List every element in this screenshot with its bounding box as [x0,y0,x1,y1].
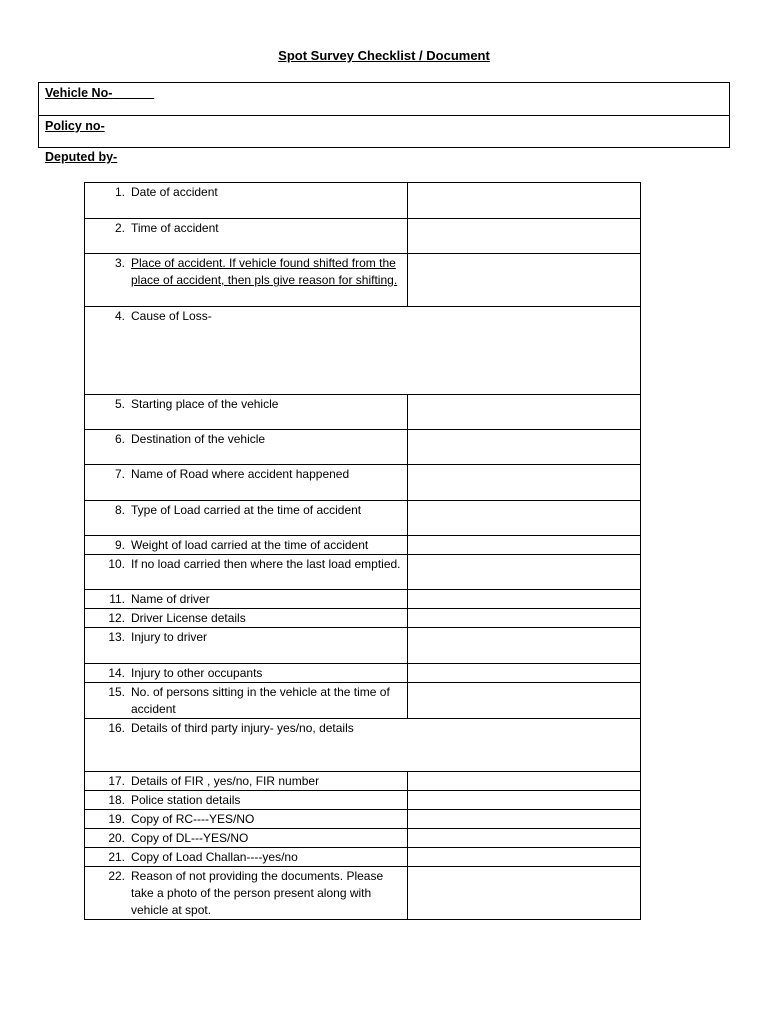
answer-cell[interactable] [408,664,641,683]
checklist-row-17 [85,772,641,791]
page-title: Spot Survey Checklist / Document [278,48,490,63]
question-cell [85,867,408,920]
checklist-table [84,182,641,920]
checklist-row-2 [85,219,641,254]
question-cell [85,848,408,867]
item-text: Injury to driver [131,630,208,644]
item-text: Place of accident. If vehicle found shifted from the place of accident, then pls give reason for shifting. [131,256,398,287]
question-cell-wide[interactable] [85,307,641,395]
item-number: 14. [108,666,125,680]
question-cell [85,590,408,609]
question-cell-wide[interactable] [85,719,641,772]
checklist-row-12 [85,609,641,628]
item-number: 10. [108,557,125,571]
deputed-by-label: Deputed by- [45,150,118,164]
checklist-row-1 [85,183,641,219]
vehicle-no-blank: ______ [112,86,155,100]
vehicle-no-row [39,83,729,115]
checklist-row-7 [85,465,641,501]
answer-cell[interactable] [408,810,641,829]
checklist-row-4 [85,307,641,395]
answer-cell[interactable] [408,430,641,465]
question-cell [85,609,408,628]
answer-cell[interactable] [408,501,641,536]
question-cell [85,664,408,683]
item-text: If no load carried then where the last load emptied. [131,557,401,571]
answer-cell[interactable] [408,555,641,590]
checklist-row-22 [85,867,641,920]
item-number: 13. [108,630,125,644]
question-cell [85,430,408,465]
answer-cell[interactable] [408,183,641,219]
question-cell [85,501,408,536]
question-cell [85,791,408,810]
item-text: Weight of load carried at the time of accident [131,538,369,552]
checklist-row-3 [85,254,641,307]
item-number: 19. [108,812,125,826]
checklist-row-20 [85,829,641,848]
question-cell [85,219,408,254]
checklist-row-5 [85,395,641,430]
item-number: 3. [114,256,125,270]
item-text: Cause of Loss- [131,309,212,323]
question-cell [85,395,408,430]
item-text: Details of third party injury- yes/no, details [131,721,354,735]
question-cell [85,254,408,307]
vehicle-no-label: Vehicle No-______ [45,86,155,100]
answer-cell[interactable] [408,848,641,867]
checklist-row-8 [85,501,641,536]
item-text: Name of driver [131,592,210,606]
checklist-row-6 [85,430,641,465]
question-cell [85,829,408,848]
item-number: 8. [114,503,125,517]
question-cell [85,536,408,555]
question-cell [85,555,408,590]
question-cell [85,465,408,501]
item-number: 16. [108,721,125,735]
policy-no-row [39,115,729,147]
question-cell [85,772,408,791]
question-cell [85,683,408,719]
item-text: Copy of RC----YES/NO [131,812,255,826]
answer-cell[interactable] [408,219,641,254]
vehicle-policy-box [38,82,730,148]
item-number: 1. [114,185,125,199]
answer-cell[interactable] [408,254,641,307]
item-number: 22. [108,869,125,883]
answer-cell[interactable] [408,590,641,609]
item-number: 20. [108,831,125,845]
item-number: 17. [108,774,125,788]
checklist-row-14 [85,664,641,683]
item-number: 15. [108,685,125,699]
item-text: Date of accident [131,185,218,199]
checklist-row-13 [85,628,641,664]
answer-cell[interactable] [408,683,641,719]
answer-cell[interactable] [408,829,641,848]
checklist-row-21 [85,848,641,867]
policy-no-label: Policy no- [45,119,105,133]
item-number: 5. [114,397,125,411]
item-number: 18. [108,793,125,807]
item-number: 2. [114,221,125,235]
item-number: 4. [114,309,125,323]
item-text: Time of accident [131,221,219,235]
item-text: Name of Road where accident happened [131,467,350,481]
item-number: 7. [114,467,125,481]
answer-cell[interactable] [408,465,641,501]
question-cell [85,628,408,664]
question-cell [85,810,408,829]
item-number: 11. [109,592,125,606]
checklist-row-18 [85,791,641,810]
item-number: 9. [114,538,125,552]
checklist-row-10 [85,555,641,590]
item-text: Type of Load carried at the time of accident [131,503,362,517]
answer-cell[interactable] [408,609,641,628]
checklist-row-9 [85,536,641,555]
item-text: Starting place of the vehicle [131,397,279,411]
answer-cell[interactable] [408,791,641,810]
item-text: Police station details [131,793,241,807]
item-text: Details of FIR , yes/no, FIR number [131,774,320,788]
checklist-row-19 [85,810,641,829]
answer-cell[interactable] [408,867,641,920]
checklist-row-16 [85,719,641,772]
answer-cell[interactable] [408,395,641,430]
answer-cell[interactable] [408,536,641,555]
answer-cell[interactable] [408,628,641,664]
item-text: Driver License details [131,611,246,625]
item-text: Injury to other occupants [131,666,263,680]
item-number: 21. [108,850,125,864]
answer-cell[interactable] [408,772,641,791]
item-number: 12. [108,611,125,625]
item-text: Destination of the vehicle [131,432,266,446]
item-text: Copy of Load Challan----yes/no [131,850,298,864]
item-text: Copy of DL---YES/NO [131,831,249,845]
item-text: Reason of not providing the documents. Please take a photo of the person present along with vehicle at spot. [131,869,384,917]
checklist-row-11 [85,590,641,609]
item-text: No. of persons sitting in the vehicle at the time of accident [131,685,390,716]
question-cell [85,183,408,219]
checklist-row-15 [85,683,641,719]
item-number: 6. [114,432,125,446]
